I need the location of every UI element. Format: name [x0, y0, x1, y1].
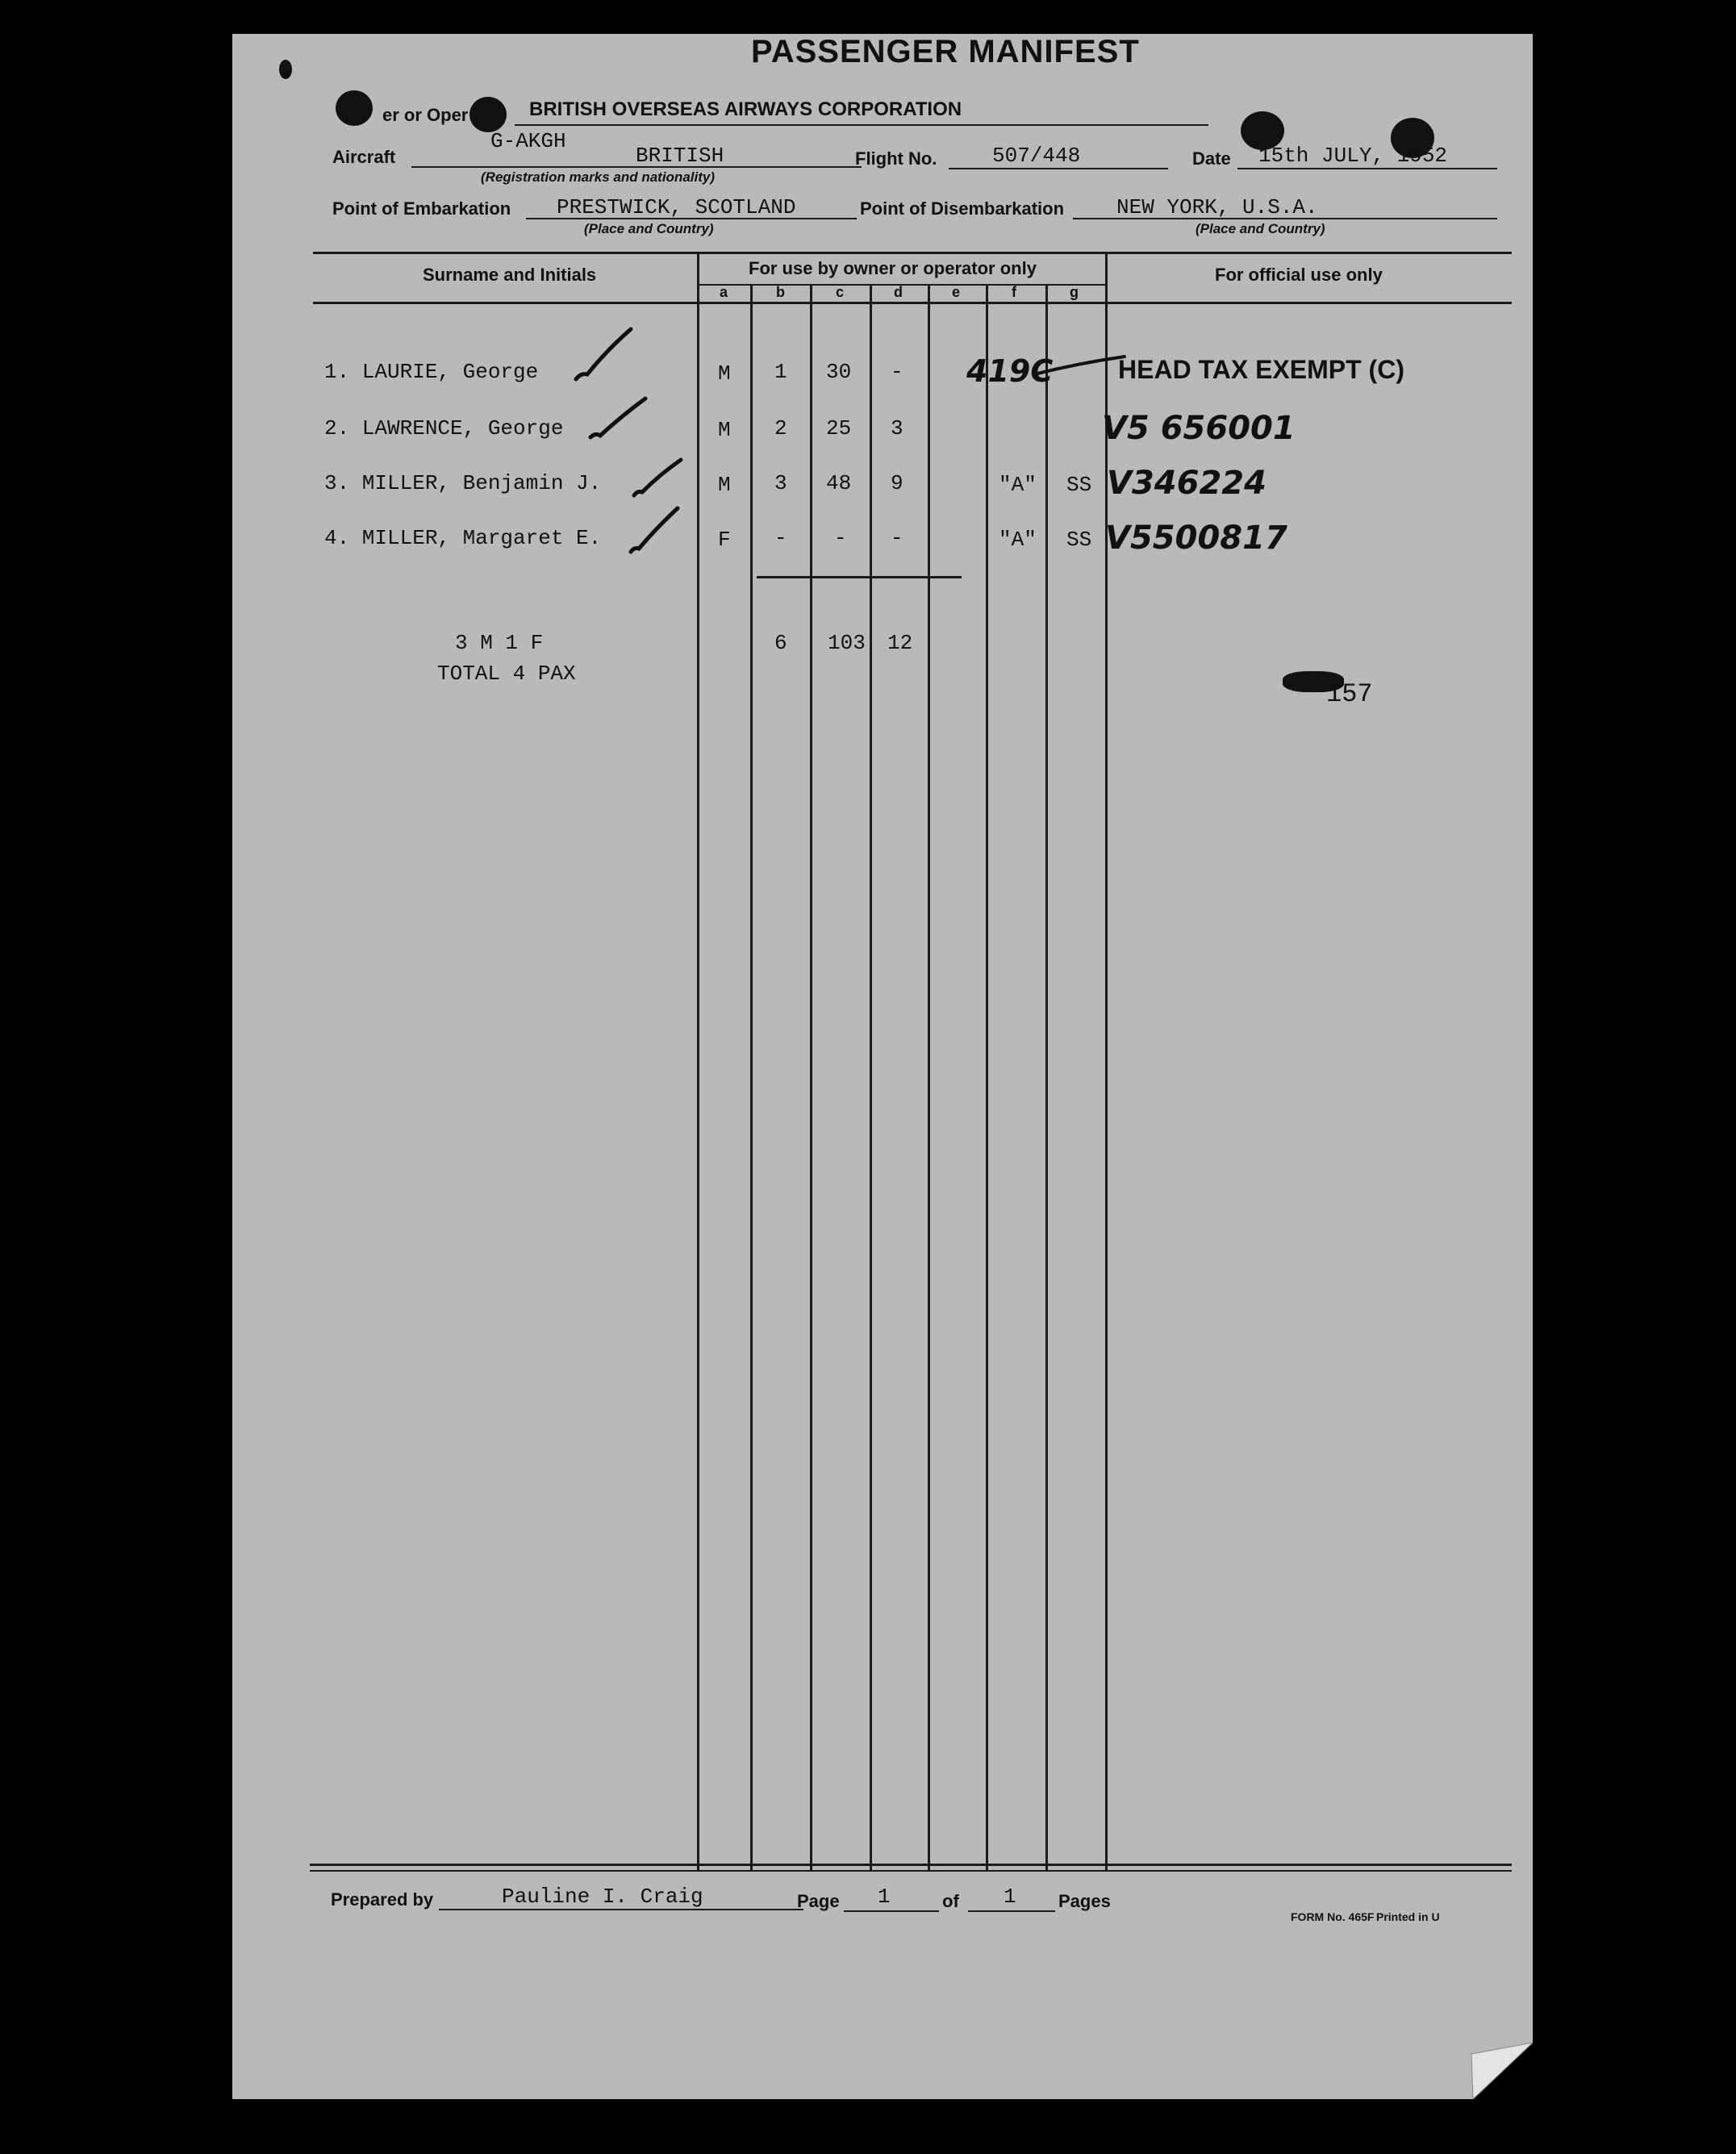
summary-total: TOTAL 4 PAX [437, 662, 576, 686]
column-c-header: c [836, 284, 845, 300]
flight-label: Flight No. [855, 148, 937, 169]
total-d: 12 [887, 631, 913, 655]
manifest-sheet [232, 34, 1533, 2099]
cell-d: 9 [891, 471, 903, 495]
aircraft-label: Aircraft [332, 147, 396, 167]
column-f-header: f [1012, 284, 1016, 300]
registration-caption: (Registration marks and nationality) [481, 169, 715, 185]
stamp-number: 157 [1326, 679, 1373, 709]
table-header-rule [313, 302, 1512, 304]
pages-label: Pages [1058, 1891, 1111, 1911]
summary-sex-count: 3 M 1 F [455, 631, 544, 655]
punch-hole [336, 90, 373, 126]
cell-d: - [891, 360, 903, 384]
cell-f: "A" [999, 473, 1037, 497]
official-entry: V346224 [1107, 465, 1267, 502]
check-mark-icon [586, 395, 650, 452]
cell-b: 3 [774, 471, 787, 495]
official-entry: HEAD TAX EXEMPT (C) [1118, 355, 1404, 384]
prepared-underline [439, 1909, 803, 1910]
column-b-header: b [776, 284, 785, 300]
official-entry: V5 656001 [1102, 410, 1296, 447]
column-divider [750, 284, 753, 1870]
passenger-name: 1. LAURIE, George [324, 360, 539, 384]
column-d-header: d [894, 284, 903, 300]
disembarkation-value: NEW YORK, U.S.A. [1116, 195, 1318, 219]
column-a-header: a [720, 284, 728, 300]
official-entry: V5500817 [1105, 520, 1287, 557]
form-number: FORM No. 465F [1291, 1910, 1375, 1923]
printed-in: Printed in U [1376, 1910, 1440, 1923]
punch-hole [469, 97, 507, 132]
folded-corner-icon [1465, 2043, 1533, 2099]
owner-underline [515, 124, 1208, 126]
totals-rule [757, 576, 962, 578]
page-label: Page [797, 1891, 840, 1911]
cell-d: 3 [891, 416, 903, 440]
total-c: 103 [828, 631, 866, 655]
cell-c: - [834, 526, 847, 550]
check-mark-icon [626, 505, 682, 561]
embarkation-caption: (Place and Country) [584, 221, 714, 236]
check-mark-icon [629, 457, 686, 505]
cell-b: - [774, 526, 787, 550]
column-divider [810, 284, 812, 1870]
column-e-header: e [952, 284, 961, 300]
cell-c: 30 [826, 360, 852, 384]
owner-label: er or Oper [382, 105, 469, 125]
column-divider [986, 284, 988, 1870]
handwritten-stroke-icon [1031, 350, 1128, 390]
cell-b: 1 [774, 360, 787, 384]
check-mark-icon [571, 326, 636, 390]
embarkation-label: Point of Embarkation [332, 198, 511, 219]
page-value: 1 [878, 1885, 891, 1909]
column-divider [697, 252, 699, 1870]
total-b: 6 [774, 631, 787, 655]
embarkation-value: PRESTWICK, SCOTLAND [557, 195, 796, 219]
of-label: of [942, 1891, 959, 1911]
date-underline [1237, 168, 1497, 169]
pages-value: 1 [1004, 1885, 1016, 1909]
passenger-name: 2. LAWRENCE, George [324, 416, 564, 440]
column-g-header: g [1070, 284, 1079, 300]
handwritten-note: 419C [966, 353, 1054, 389]
pages-underline [968, 1910, 1055, 1912]
column-divider [928, 284, 930, 1870]
passenger-name: 4. MILLER, Margaret E. [324, 526, 602, 550]
column-divider [870, 284, 872, 1870]
punch-hole [279, 60, 292, 79]
registration-value: G-AKGH [490, 129, 566, 153]
cell-g: SS [1066, 473, 1092, 497]
column-divider [1045, 284, 1048, 1870]
cell-a: F [718, 528, 731, 552]
table-top-rule [313, 252, 1512, 254]
disembarkation-label: Point of Disembarkation [860, 198, 1065, 219]
prepared-by-label: Prepared by [331, 1889, 434, 1910]
disembarkation-caption: (Place and Country) [1196, 221, 1325, 236]
cell-a: M [718, 361, 731, 386]
operator-header: For use by owner or operator only [749, 258, 1037, 278]
footer-bottom-rule [310, 1870, 1512, 1872]
nationality-value: BRITISH [636, 144, 724, 168]
footer-top-rule [310, 1864, 1512, 1866]
passenger-name: 3. MILLER, Benjamin J. [324, 471, 602, 495]
page-underline [844, 1910, 939, 1912]
flight-underline [949, 168, 1168, 169]
cell-a: M [718, 473, 731, 497]
cell-b: 2 [774, 416, 787, 440]
cell-g: SS [1066, 528, 1092, 552]
official-header: For official use only [1215, 265, 1383, 285]
cell-a: M [718, 418, 731, 442]
flight-value: 507/448 [992, 144, 1081, 168]
cell-c: 48 [826, 471, 852, 495]
owner-value: BRITISH OVERSEAS AIRWAYS CORPORATION [529, 98, 962, 120]
cell-c: 25 [826, 416, 852, 440]
cell-f: "A" [999, 528, 1037, 552]
date-value: 15th JULY, 1952 [1258, 144, 1448, 168]
surname-header: Surname and Initials [423, 265, 597, 285]
date-label: Date [1192, 148, 1231, 169]
page-title: PASSENGER MANIFEST [751, 34, 1140, 69]
cell-d: - [891, 526, 903, 550]
prepared-by-value: Pauline I. Craig [502, 1885, 703, 1909]
